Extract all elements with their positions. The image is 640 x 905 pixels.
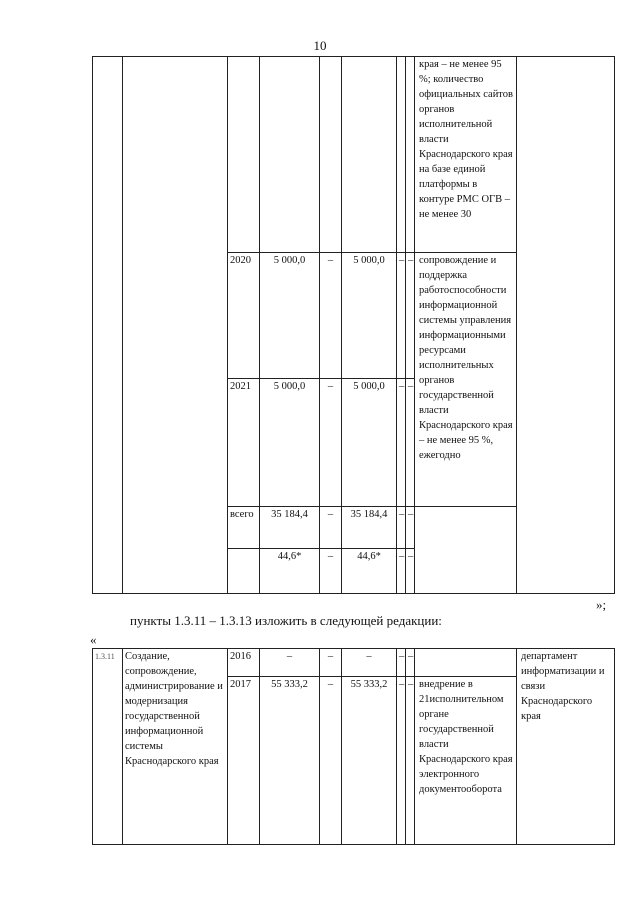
amount-cell: 5 000,0 <box>260 253 320 379</box>
amount-cell: – <box>397 677 406 845</box>
amount-cell: – <box>406 549 415 594</box>
table1-cell <box>320 57 342 253</box>
table1-cell <box>415 507 517 594</box>
table-new-items <box>92 648 615 845</box>
amount-cell: – <box>397 253 406 379</box>
table1-col-number <box>93 57 123 594</box>
page-number: 10 <box>313 38 327 53</box>
amount-cell: – <box>260 649 320 677</box>
table2-cell <box>415 649 517 677</box>
year-cell: 2021 <box>228 379 260 507</box>
table1-cell <box>228 549 260 594</box>
amount-cell: – <box>397 549 406 594</box>
item-name: Создание, сопровождение, администрирование и модернизация государственной информационной системы Краснодарского края <box>123 649 228 845</box>
table1-cell <box>406 57 415 253</box>
amount-cell: 35 184,4 <box>260 507 320 549</box>
table1-col-responsible <box>517 57 615 594</box>
responsible-org: департамент информатизации и связи Краснодарского края <box>517 649 615 845</box>
table1-col-name <box>123 57 228 594</box>
amount-cell: – <box>320 549 342 594</box>
amount-cell: – <box>406 649 415 677</box>
amount-cell: – <box>320 649 342 677</box>
amount-cell: – <box>342 649 397 677</box>
opening-quote: « <box>90 632 97 647</box>
year-cell: 2020 <box>228 253 260 379</box>
amount-cell: – <box>406 253 415 379</box>
amount-cell: – <box>406 379 415 507</box>
table1-cell <box>397 57 406 253</box>
amount-cell: 5 000,0 <box>342 379 397 507</box>
table-continuation <box>92 56 615 594</box>
amount-cell: – <box>397 649 406 677</box>
amount-cell: – <box>320 677 342 845</box>
amount-cell: 44,6* <box>260 549 320 594</box>
item-number: 1.3.11 <box>93 649 123 845</box>
table2-result: внедрение в 21исполнительном органе государственной власти Краснодарского края электронного документооборота <box>415 677 517 845</box>
amount-cell: – <box>397 507 406 549</box>
table-row <box>93 649 615 677</box>
amount-cell: – <box>320 507 342 549</box>
year-cell: 2017 <box>228 677 260 845</box>
amount-cell: 5 000,0 <box>342 253 397 379</box>
amount-cell: – <box>320 253 342 379</box>
table1-cell <box>342 57 397 253</box>
amount-cell: – <box>406 677 415 845</box>
year-cell: 2016 <box>228 649 260 677</box>
table1-cell <box>228 57 260 253</box>
amount-cell: 55 333,2 <box>260 677 320 845</box>
table1-cell <box>260 57 320 253</box>
closing-quote: »; <box>596 597 607 612</box>
amount-cell: 35 184,4 <box>342 507 397 549</box>
amount-cell: 5 000,0 <box>260 379 320 507</box>
amount-cell: – <box>397 379 406 507</box>
table1-result-1: края – не менее 95 %; количество официальных сайтов органов исполнительной власти Краснодарского края на базе единой платформы в контуре РМС ОГВ – не менее 30 <box>415 57 517 253</box>
amount-cell: 44,6* <box>342 549 397 594</box>
total-label: всего <box>228 507 260 549</box>
amount-cell: 55 333,2 <box>342 677 397 845</box>
amount-cell: – <box>320 379 342 507</box>
amount-cell: – <box>406 507 415 549</box>
amendment-paragraph: пункты 1.3.11 – 1.3.13 изложить в следующей редакции: <box>130 613 442 628</box>
table1-result-2: сопровождение и поддержка работоспособности информационной системы управления информационными ресурсами исполнительных органов государственной власти Краснодарского края – не менее 95 %, ежегодно <box>415 253 517 507</box>
